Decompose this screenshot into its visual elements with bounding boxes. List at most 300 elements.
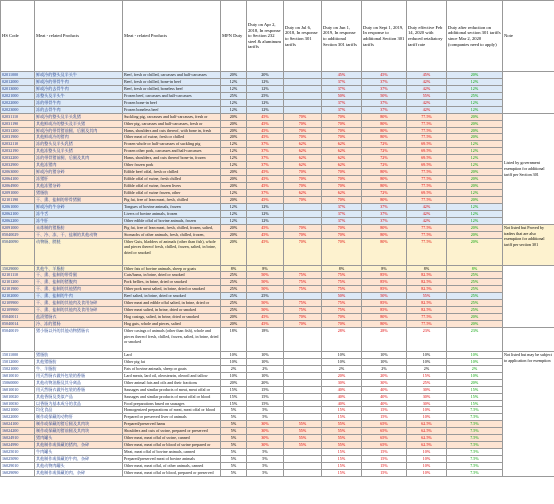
- product-zh-cell: 冻牛肝: [35, 217, 123, 224]
- duty-cell: 7.5%: [447, 428, 503, 435]
- duty-cell: 70%: [322, 183, 362, 190]
- duty-cell: 7.5%: [447, 462, 503, 469]
- duty-cell: 75%: [322, 286, 362, 293]
- duty-cell: 37%: [362, 106, 407, 113]
- duty-cell: 20%: [322, 372, 362, 379]
- duty-cell: 5%: [221, 449, 247, 456]
- duty-cell: 40%: [322, 400, 362, 407]
- duty-cell: 15%: [362, 456, 407, 463]
- duty-cell: 20%: [447, 169, 503, 176]
- duty-cell: 30%: [407, 393, 447, 400]
- product-zh-cell: 冻的带骨牛肉: [35, 99, 123, 106]
- duty-cell: 25%: [447, 272, 503, 279]
- duty-cell: 10%: [362, 358, 407, 365]
- duty-cell: 7.5%: [447, 449, 503, 456]
- duty-cell: 30%: [362, 379, 407, 386]
- duty-cell: 20%: [447, 196, 503, 203]
- hs-code-cell: 16024200: [1, 428, 35, 435]
- duty-cell: 70%: [322, 134, 362, 141]
- duty-cell: 50%: [247, 279, 284, 286]
- duty-cell: 15%: [362, 407, 407, 414]
- hs-code-cell: 16025010: [1, 449, 35, 456]
- duty-cell: 62%: [322, 189, 362, 196]
- duty-cell: [284, 99, 322, 106]
- duty-cell: 55%: [322, 442, 362, 449]
- duty-cell: 37%: [362, 99, 407, 106]
- product-zh-cell: 干、熏、盐制的其他肉及食用杂碎: [35, 300, 123, 307]
- duty-cell: 5%: [221, 407, 247, 414]
- duty-cell: 62.5%: [407, 421, 447, 428]
- duty-cell: 82.5%: [407, 279, 447, 286]
- product-zh-cell: 干、冷、冻、干、盐制的其他动物: [35, 231, 123, 238]
- duty-cell: 7.5%: [447, 435, 503, 442]
- hs-code-cell: 16025090: [1, 456, 35, 463]
- product-en-cell: Sausages and similar products of meat, meat offal or: [123, 386, 221, 393]
- duty-cell: 80%: [362, 169, 407, 176]
- hs-code-cell: 16024100: [1, 421, 35, 428]
- product-zh-cell: 盐渍猪肠衣: [35, 314, 123, 321]
- table-row: [1, 127, 554, 134]
- product-en-cell: Other casings of animals (other than fish), whole and pieces thereof fresh, chilled, frozen, salted, in brine, dried or smoked: [123, 327, 221, 351]
- product-en-cell: Other pork meat salted, in brine, dried or smoked: [123, 286, 221, 293]
- duty-cell: 5%: [247, 469, 284, 476]
- duty-cell: 8%: [447, 265, 503, 272]
- duty-cell: 62%: [322, 155, 362, 162]
- duty-cell: 45%: [247, 196, 284, 203]
- product-en-cell: Tongues of bovine animals, frozen: [123, 203, 221, 210]
- product-zh-cell: 鲜或冷的猪杂碎: [35, 169, 123, 176]
- duty-cell: 20%: [221, 196, 247, 203]
- duty-cell: 55%: [284, 428, 322, 435]
- table-row: [1, 414, 554, 421]
- duty-cell: 80%: [362, 134, 407, 141]
- duty-cell: 10%: [322, 351, 362, 358]
- hs-code-cell: 16029090: [1, 469, 35, 476]
- table-row: [1, 231, 554, 238]
- product-zh-cell: 牛肉罐头: [35, 449, 123, 456]
- duty-cell: 40%: [362, 386, 407, 393]
- duty-cell: 42%: [407, 85, 447, 92]
- product-zh-cell: 其他鲜或冷的整头及半头猪: [35, 120, 123, 127]
- header-sep1: Duty on Sept 1, 2019, In response to additional Section 301 tariffs: [362, 1, 407, 72]
- product-en-cell: Other pig fat: [123, 358, 221, 365]
- product-en-cell: Frozen beef, carcasses and half-carcasses: [123, 92, 221, 99]
- table-row: [1, 435, 554, 442]
- hs-code-cell: 16024990: [1, 442, 35, 449]
- duty-cell: 12%: [247, 217, 284, 224]
- table-row: [1, 196, 554, 203]
- hs-code-cell: 15029000: [1, 265, 35, 272]
- duty-cell: 37%: [362, 78, 407, 85]
- product-zh-cell: 其他猪脂肪: [35, 358, 123, 365]
- table-row: [1, 210, 554, 217]
- duty-cell: 15%: [447, 386, 503, 393]
- hs-code-cell: 02011000: [1, 72, 35, 79]
- duty-cell: 50%: [362, 293, 407, 300]
- hs-code-cell: 16010010: [1, 386, 35, 393]
- duty-cell: 20%: [447, 321, 503, 328]
- duty-cell: 50%: [322, 92, 362, 99]
- product-en-cell: Lard: [123, 351, 221, 358]
- duty-cell: 25%: [221, 307, 247, 314]
- duty-cell: 37%: [247, 148, 284, 155]
- duty-cell: 10%: [247, 351, 284, 358]
- duty-cell: [284, 92, 322, 99]
- product-zh-cell: 其他冻猪杂碎: [35, 183, 123, 190]
- duty-cell: 62.5%: [407, 428, 447, 435]
- header-jul6: Duty on Jul 6, 2018, In response to Section 301 tariffs: [284, 1, 322, 72]
- duty-cell: 30%: [247, 421, 284, 428]
- duty-cell: 2%: [447, 365, 503, 372]
- duty-cell: 8%: [322, 265, 362, 272]
- duty-cell: 20%: [362, 372, 407, 379]
- duty-cell: 12%: [447, 155, 503, 162]
- duty-cell: [284, 407, 322, 414]
- product-en-cell: Other meat, meat offal, of other animals, canned: [123, 462, 221, 469]
- product-en-cell: Lard meats, lard oil, oleostearin, oleooil and tallow: [123, 372, 221, 379]
- duty-cell: 70%: [322, 176, 362, 183]
- duty-cell: [284, 358, 322, 365]
- duty-cell: 10%: [247, 358, 284, 365]
- product-en-cell: Meat, meat offal of bovine animals, canned: [123, 449, 221, 456]
- duty-cell: 12%: [221, 141, 247, 148]
- duty-cell: 69.5%: [407, 162, 447, 169]
- duty-cell: 80%: [362, 183, 407, 190]
- duty-cell: 25%: [447, 307, 503, 314]
- header-meat-zh: Meat - related Products: [35, 1, 123, 72]
- table-row: [1, 72, 554, 79]
- hs-code-cell: 02063000: [1, 169, 35, 176]
- note-cell: Not listed but may be subject to application for exemption: [503, 351, 554, 476]
- product-en-cell: Beef, fresh or chilled, carcasses and half-carcasses: [123, 72, 221, 79]
- duty-cell: 12%: [221, 162, 247, 169]
- duty-cell: 7.5%: [447, 407, 503, 414]
- duty-cell: 69.5%: [407, 148, 447, 155]
- table-row: [1, 365, 554, 372]
- product-zh-cell: 冻的带骨猪前腿、后腿及其肉: [35, 155, 123, 162]
- product-en-cell: Fats of bovine animals, sheep or goats: [123, 365, 221, 372]
- table-body: [1, 72, 554, 477]
- duty-cell: 70%: [284, 183, 322, 190]
- product-zh-cell: 用天然肠衣做外包装的香肠: [35, 372, 123, 379]
- duty-cell: 50%: [247, 286, 284, 293]
- duty-cell: 80%: [362, 321, 407, 328]
- product-en-cell: Other meat of swine, fresh or chilled: [123, 134, 221, 141]
- duty-cell: 12%: [221, 155, 247, 162]
- duty-cell: 12%: [447, 217, 503, 224]
- duty-cell: 28%: [362, 327, 407, 351]
- hs-code-cell: 02012000: [1, 78, 35, 85]
- hs-code-cell: 16024910: [1, 435, 35, 442]
- product-en-cell: Frozen whole or half-carcasses of suckling pig: [123, 141, 221, 148]
- duty-cell: [284, 78, 322, 85]
- duty-cell: 15%: [362, 462, 407, 469]
- product-zh-cell: 动物肠、膀胱: [35, 238, 123, 265]
- duty-cell: 77.5%: [407, 238, 447, 265]
- product-en-cell: Beef, fresh or chilled, bone-in beef: [123, 78, 221, 85]
- product-en-cell: Cuts/hams, in brine, dried or smoked: [123, 272, 221, 279]
- duty-cell: 70%: [284, 238, 322, 265]
- duty-cell: 20%: [221, 72, 247, 79]
- duty-cell: 12%: [247, 85, 284, 92]
- product-zh-cell: 其他制作或保藏的肉、杂碎: [35, 469, 123, 476]
- note-cell: [503, 265, 554, 327]
- table-row: [1, 279, 554, 286]
- duty-cell: 10%: [221, 372, 247, 379]
- duty-cell: 45%: [247, 176, 284, 183]
- hs-code-cell: 16010020: [1, 393, 35, 400]
- duty-cell: 50%: [247, 307, 284, 314]
- duty-cell: 20%: [221, 321, 247, 328]
- product-en-cell: Frozen boneless beef: [123, 106, 221, 113]
- duty-cell: 65%: [362, 421, 407, 428]
- duty-cell: 37%: [322, 210, 362, 217]
- duty-cell: 82.5%: [407, 286, 447, 293]
- duty-cell: 75%: [322, 279, 362, 286]
- duty-cell: 12%: [221, 210, 247, 217]
- duty-cell: 20%: [447, 314, 503, 321]
- duty-cell: 77.5%: [407, 127, 447, 134]
- duty-cell: 20%: [447, 183, 503, 190]
- duty-cell: 7.5%: [447, 442, 503, 449]
- duty-cell: 80%: [362, 120, 407, 127]
- duty-cell: 10%: [362, 351, 407, 358]
- duty-cell: 42%: [407, 210, 447, 217]
- duty-cell: 20%: [221, 120, 247, 127]
- product-en-cell: Edible offal of swine, fresh chilled: [123, 176, 221, 183]
- duty-cell: 30%: [407, 386, 447, 393]
- duty-cell: 25%: [447, 293, 503, 300]
- duty-cell: 12%: [447, 78, 503, 85]
- product-zh-cell: 干、熏、盐制的带骨腿: [35, 272, 123, 279]
- duty-cell: 80%: [362, 113, 407, 120]
- table-row: [1, 358, 554, 365]
- duty-cell: 7.5%: [447, 469, 503, 476]
- duty-cell: 70%: [322, 120, 362, 127]
- product-zh-cell: 猪脂肪: [35, 189, 123, 196]
- duty-cell: 12%: [247, 210, 284, 217]
- duty-cell: 15%: [362, 469, 407, 476]
- hs-code-cell: 15060000: [1, 379, 35, 386]
- header-feb14: Duty effective Feb 14, 2020 with reduced retaliatory tariff rate: [407, 1, 447, 72]
- table-row: [1, 327, 554, 351]
- duty-cell: 12%: [447, 162, 503, 169]
- header-hs-code: HS Code: [1, 1, 35, 72]
- duty-cell: 80%: [362, 314, 407, 321]
- duty-cell: 40%: [322, 386, 362, 393]
- duty-cell: 12%: [221, 78, 247, 85]
- table-row: [1, 300, 554, 307]
- duty-cell: 62%: [322, 162, 362, 169]
- hs-code-cell: 02031110: [1, 113, 35, 120]
- duty-cell: 37%: [362, 210, 407, 217]
- duty-cell: 15%: [221, 400, 247, 407]
- hs-code-cell: 02062200: [1, 217, 35, 224]
- product-en-cell: Other meat, meat offal of swine, canned: [123, 435, 221, 442]
- duty-cell: [284, 365, 322, 372]
- duty-cell: 72%: [362, 189, 407, 196]
- duty-cell: 37%: [322, 78, 362, 85]
- duty-cell: 25%: [447, 300, 503, 307]
- duty-cell: 20%: [447, 72, 503, 79]
- table-row: [1, 421, 554, 428]
- duty-cell: 77.5%: [407, 321, 447, 328]
- table-row: [1, 442, 554, 449]
- duty-cell: 10%: [221, 358, 247, 365]
- duty-cell: 37%: [247, 162, 284, 169]
- product-en-cell: Pig fat, free of lean meat, fresh, chilled, frozen, salted,: [123, 224, 221, 231]
- duty-cell: 55%: [407, 92, 447, 99]
- product-en-cell: Homogenized preparations of meat, meat offal or blood: [123, 407, 221, 414]
- duty-cell: 80%: [362, 127, 407, 134]
- duty-cell: 75%: [284, 272, 322, 279]
- duty-cell: 45%: [322, 72, 362, 79]
- duty-cell: 15%: [247, 386, 284, 393]
- note-cell: Listed by government exemption for additional tariff per Section 301: [503, 113, 554, 224]
- table-row: [1, 321, 554, 328]
- product-zh-cell: 冻猪肝: [35, 176, 123, 183]
- duty-cell: 2%: [221, 365, 247, 372]
- product-en-cell: Prepared or preserved liver of animals: [123, 414, 221, 421]
- product-zh-cell: 其他鲜或冷的猪肉: [35, 134, 123, 141]
- duty-cell: 45%: [247, 127, 284, 134]
- duty-cell: 10%: [447, 372, 503, 379]
- duty-cell: 72%: [362, 155, 407, 162]
- duty-cell: 30%: [247, 435, 284, 442]
- duty-cell: 8%: [247, 265, 284, 272]
- note-cell: [503, 327, 554, 351]
- duty-cell: [284, 85, 322, 92]
- product-zh-cell: 其他制作或保藏的牛肉、杂碎: [35, 456, 123, 463]
- duty-cell: 30%: [407, 400, 447, 407]
- duty-cell: 25%: [221, 279, 247, 286]
- hs-code-cell: 02032900: [1, 162, 35, 169]
- duty-cell: 25%: [221, 300, 247, 307]
- product-zh-cell: 鲜或冷的牛杂碎: [35, 203, 123, 210]
- duty-cell: 10%: [407, 449, 447, 456]
- duty-cell: 5%: [247, 456, 284, 463]
- table-row: [1, 393, 554, 400]
- duty-cell: 70%: [284, 321, 322, 328]
- duty-cell: 18%: [247, 327, 284, 351]
- duty-cell: 12%: [221, 99, 247, 106]
- duty-cell: 82.5%: [407, 307, 447, 314]
- product-en-cell: Suckling pig, carcasses and half-carcasses, fresh or: [123, 113, 221, 120]
- duty-cell: 70%: [284, 224, 322, 231]
- table-row: [1, 99, 554, 106]
- duty-cell: 10%: [247, 372, 284, 379]
- duty-cell: 80%: [362, 176, 407, 183]
- duty-cell: 10%: [322, 358, 362, 365]
- hs-code-cell: 16010030: [1, 400, 35, 407]
- duty-cell: 5%: [247, 449, 284, 456]
- duty-cell: [284, 293, 322, 300]
- table-row: [1, 169, 554, 176]
- product-en-cell: Other pig, carcasses and half-carcasses, fresh or: [123, 120, 221, 127]
- hs-code-cell: 02062100: [1, 210, 35, 217]
- duty-cell: 55%: [284, 421, 322, 428]
- product-en-cell: Shoulders and cuts of swine, prepared or preserved: [123, 428, 221, 435]
- duty-cell: 5%: [247, 407, 284, 414]
- duty-cell: 69.5%: [407, 189, 447, 196]
- product-zh-cell: 冻的去骨牛肉: [35, 106, 123, 113]
- duty-cell: 12%: [447, 141, 503, 148]
- table-row: [1, 183, 554, 190]
- hs-code-cell: 16010010: [1, 372, 35, 379]
- hs-code-cell: 02109900: [1, 300, 35, 307]
- product-en-cell: Other fats of bovine animals, sheep or goats: [123, 265, 221, 272]
- duty-cell: 77.5%: [407, 134, 447, 141]
- duty-cell: 25%: [447, 286, 503, 293]
- product-zh-cell: 冷、冻的猪肠: [35, 321, 123, 328]
- duty-cell: 70%: [322, 127, 362, 134]
- product-zh-cell: 制作或保藏的猪后腿及其肉块: [35, 421, 123, 428]
- duty-cell: 37%: [322, 203, 362, 210]
- hs-code-cell: 02031190: [1, 120, 35, 127]
- duty-cell: 25%: [221, 286, 247, 293]
- duty-cell: 15%: [322, 456, 362, 463]
- hs-code-cell: 02013000: [1, 85, 35, 92]
- duty-cell: 20%: [221, 238, 247, 265]
- product-zh-cell: 猪肉罐头: [35, 435, 123, 442]
- table-row: [1, 203, 554, 210]
- hs-code-cell: 02032110: [1, 141, 35, 148]
- duty-cell: 70%: [322, 113, 362, 120]
- duty-cell: 28%: [322, 327, 362, 351]
- duty-cell: 75%: [284, 279, 322, 286]
- duty-cell: 15%: [447, 393, 503, 400]
- product-zh-cell: 干、熏、盐制的其他猪肉: [35, 286, 123, 293]
- duty-cell: 20%: [447, 127, 503, 134]
- duty-cell: 42%: [407, 217, 447, 224]
- duty-cell: 85%: [362, 300, 407, 307]
- table-row: [1, 134, 554, 141]
- duty-cell: 12%: [447, 99, 503, 106]
- product-zh-cell: 鲜或冷的带骨猪前腿、后腿及其肉: [35, 127, 123, 134]
- hs-code-cell: 16029010: [1, 462, 35, 469]
- product-zh-cell: 鲜或冷的带骨牛肉: [35, 78, 123, 85]
- product-en-cell: Other meat and edible offal salted, in brine, dried or: [123, 300, 221, 307]
- duty-cell: 15%: [221, 386, 247, 393]
- product-zh-cell: 其他动物油脂及其分离品: [35, 379, 123, 386]
- duty-cell: 65%: [362, 435, 407, 442]
- table-row: [1, 120, 554, 127]
- duty-cell: 50%: [247, 300, 284, 307]
- table-row: [1, 314, 554, 321]
- header-note: Note: [503, 1, 554, 72]
- duty-cell: 77.5%: [407, 176, 447, 183]
- duty-cell: 40%: [362, 393, 407, 400]
- table-row: [1, 449, 554, 456]
- duty-cell: 5%: [221, 435, 247, 442]
- duty-cell: 80%: [362, 231, 407, 238]
- duty-cell: 37%: [362, 203, 407, 210]
- duty-cell: [284, 327, 322, 351]
- product-en-cell: Beef, fresh or chilled, boneless beef: [123, 85, 221, 92]
- duty-cell: 62.5%: [407, 435, 447, 442]
- duty-cell: 2%: [322, 365, 362, 372]
- duty-cell: 45%: [247, 231, 284, 238]
- duty-cell: 45%: [247, 314, 284, 321]
- hs-code-cell: 02064900: [1, 183, 35, 190]
- duty-cell: [284, 462, 322, 469]
- product-en-cell: Hams, shoulders, and cuts thereof bone-in, frozen: [123, 155, 221, 162]
- duty-cell: 37%: [362, 85, 407, 92]
- duty-cell: 8%: [362, 265, 407, 272]
- duty-cell: 37%: [247, 155, 284, 162]
- duty-cell: 70%: [322, 231, 362, 238]
- product-zh-cell: 干、熏、盐制的牛肉: [35, 293, 123, 300]
